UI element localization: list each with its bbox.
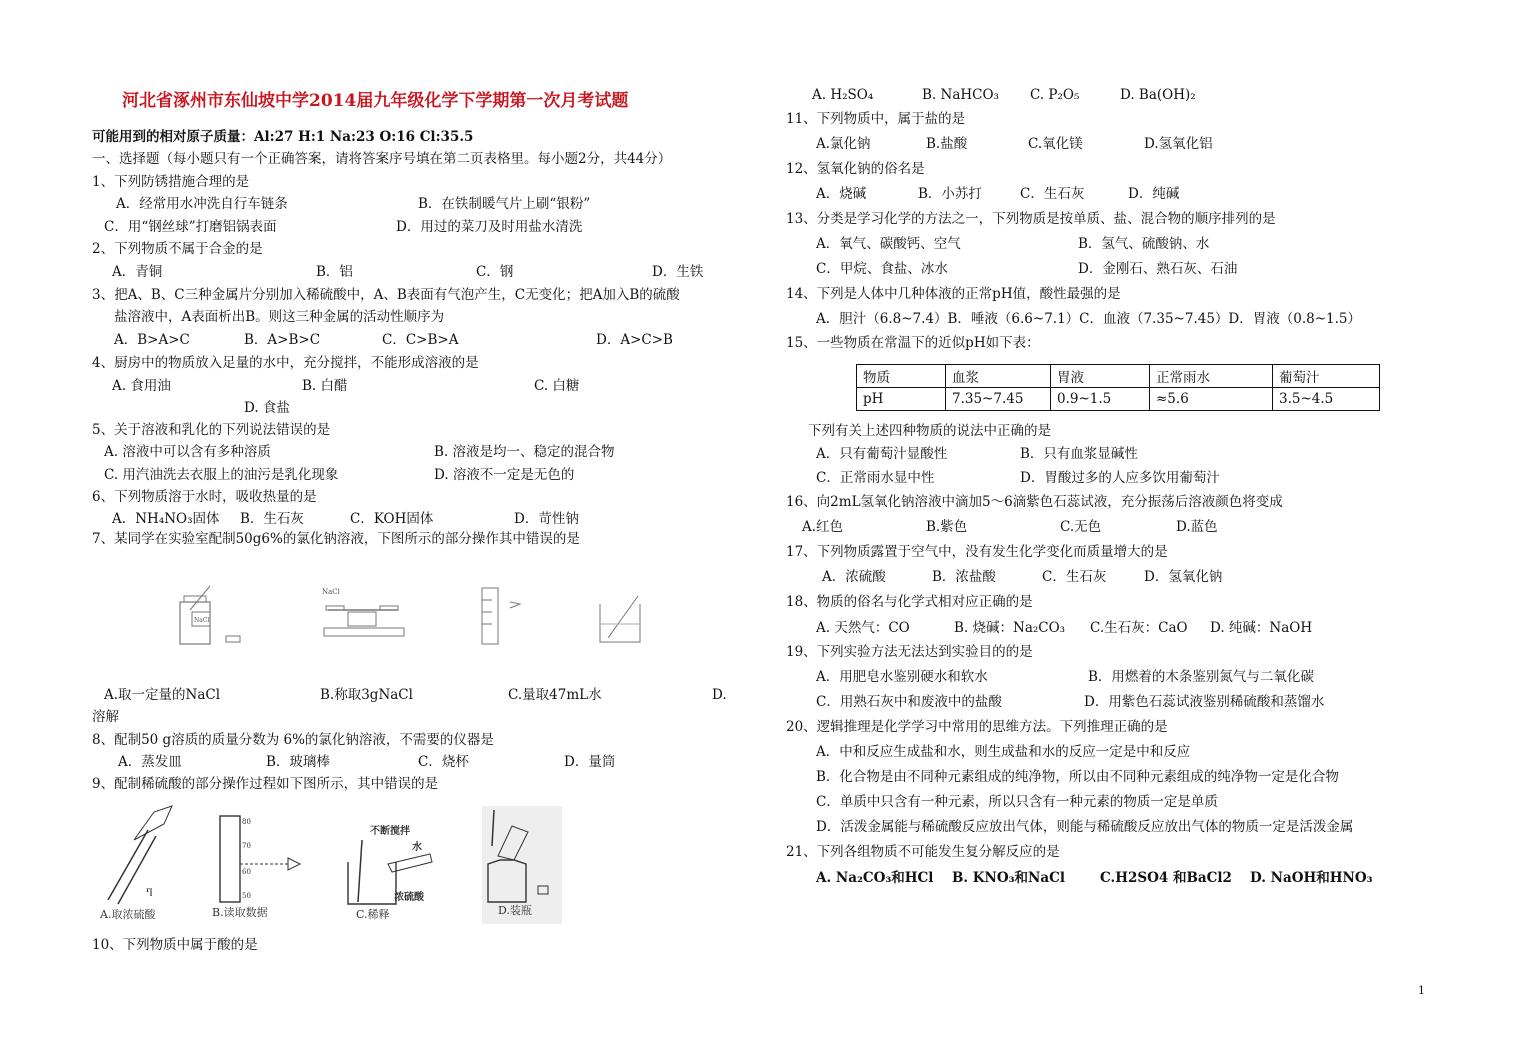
q18-option-c: C.生石灰：CaO bbox=[1090, 620, 1188, 636]
q7-figure-c bbox=[474, 584, 534, 648]
q21-option-b: B. KNO₃和NaCl bbox=[952, 870, 1066, 886]
q20-option-d: D．活泼金属能与稀硫酸反应放出气体，则能与稀硫酸反应放出气体的物质一定是活泼金属 bbox=[816, 819, 1354, 835]
q15-option-d: D．胃酸过多的人应多饮用葡萄汁 bbox=[1020, 470, 1220, 486]
q7-nacl-label-b: NaCl bbox=[322, 588, 340, 596]
q9-label-d: D.装瓶 bbox=[498, 904, 532, 917]
q6-option-a: A．NH₄NO₃固体 bbox=[112, 511, 220, 527]
q4-option-b: B. 白醋 bbox=[302, 378, 348, 394]
q11-option-a: A.氯化钠 bbox=[816, 136, 871, 152]
q16-stem: 16、向2mL氢氧化钠溶液中滴加5～6滴紫色石蕊试液，充分振荡后溶液颜色将变成 bbox=[786, 494, 1283, 510]
q17-option-c: C．生石灰 bbox=[1042, 569, 1107, 585]
q3-stem: 3、把A、B、C三种金属片分别加入稀硫酸中，A、B表面有气泡产生，C无变化；把A加入B的硫酸 bbox=[92, 287, 680, 303]
q16-option-d: D.蓝色 bbox=[1176, 519, 1218, 535]
q8-option-d: D．量筒 bbox=[564, 754, 616, 770]
q11-stem: 11、下列物质中，属于盐的是 bbox=[786, 111, 966, 127]
q8-option-a: A．蒸发皿 bbox=[118, 754, 182, 770]
q21-option-d: D. NaOH和HNO₃ bbox=[1250, 870, 1373, 886]
ph-table bbox=[856, 364, 1380, 411]
q16-option-c: C.无色 bbox=[1060, 519, 1102, 535]
q17-option-d: D．氢氧化钠 bbox=[1144, 569, 1223, 585]
q1-option-c: C．用“钢丝球”打磨铝锅表面 bbox=[104, 219, 277, 235]
q8-option-b: B．玻璃棒 bbox=[266, 754, 330, 770]
q12-option-a: A．烧碱 bbox=[816, 186, 867, 202]
q3-option-d: D．A>C>B bbox=[596, 332, 673, 348]
table-cell: 物质 bbox=[857, 365, 946, 388]
q21-option-c: C.H2SO4 和BaCl2 bbox=[1100, 870, 1232, 886]
q2-stem: 2、下列物质不属于合金的是 bbox=[92, 241, 263, 257]
q2-option-c: C．钢 bbox=[476, 264, 514, 280]
table-row bbox=[857, 365, 1380, 388]
q20-stem: 20、逻辑推理是化学学习中常用的思维方法。下列推理正确的是 bbox=[786, 719, 1168, 735]
q6-stem: 6、下列物质溶于水时，吸收热量的是 bbox=[92, 489, 317, 505]
q17-option-b: B．浓盐酸 bbox=[932, 569, 996, 585]
q9-water-label: 水 bbox=[412, 842, 422, 853]
q13-option-c: C．甲烷、食盐、冰水 bbox=[816, 261, 948, 277]
table-cell: 胃液 bbox=[1051, 365, 1150, 388]
q13-option-d: D．金刚石、熟石灰、石油 bbox=[1078, 261, 1238, 277]
q19-option-c: C．用熟石灰中和废液中的盐酸 bbox=[816, 694, 1002, 710]
q12-option-d: D．纯碱 bbox=[1128, 186, 1180, 202]
q18-stem: 18、物质的俗名与化学式相对应正确的是 bbox=[786, 594, 1033, 610]
q17-stem: 17、下列物质露置于空气中，没有发生化学变化而质量增大的是 bbox=[786, 544, 1168, 560]
q7-figure-b bbox=[318, 584, 418, 644]
q9-tick-50: 50 bbox=[242, 892, 251, 900]
table-cell: pH bbox=[857, 388, 946, 411]
table-cell: 正常雨水 bbox=[1150, 365, 1273, 388]
q8-option-c: C．烧杯 bbox=[418, 754, 469, 770]
q7-option-a: A.取一定量的NaCl bbox=[104, 687, 221, 703]
table-cell: 0.9~1.5 bbox=[1051, 388, 1150, 411]
q20-option-b: B．化合物是由不同种元素组成的纯净物，所以由不同种元素组成的纯净物一定是化合物 bbox=[816, 769, 1339, 785]
q6-option-b: B．生石灰 bbox=[240, 511, 304, 527]
q20-option-a: A．中和反应生成盐和水，则生成盐和水的反应一定是中和反应 bbox=[816, 744, 1191, 760]
q11-option-b: B.盐酸 bbox=[926, 136, 968, 152]
q4-option-a: A. 食用油 bbox=[112, 378, 171, 394]
q9-acid-label: 浓硫酸 bbox=[394, 892, 424, 903]
q9-stir-label: 不断搅拌 bbox=[370, 826, 410, 837]
q1-stem: 1、下列防锈措施合理的是 bbox=[92, 174, 250, 190]
q2-option-b: B．铝 bbox=[316, 264, 353, 280]
q10-option-b: B. NaHCO₃ bbox=[922, 87, 999, 103]
q9-label-c: C.稀释 bbox=[356, 908, 390, 921]
svg-text:Ⴄ: Ⴄ bbox=[146, 889, 153, 899]
q17-option-a: A．浓硫酸 bbox=[822, 569, 886, 585]
table-cell: 3.5~4.5 bbox=[1273, 388, 1380, 411]
q1-option-d: D．用过的菜刀及时用盐水清洗 bbox=[396, 219, 583, 235]
q4-option-c: C. 白糖 bbox=[534, 378, 580, 394]
q10-option-d: D. Ba(OH)₂ bbox=[1120, 87, 1196, 103]
q7-figure-a bbox=[170, 580, 250, 650]
q5-option-d: D. 溶液不一定是无色的 bbox=[434, 467, 575, 483]
q15-stem: 15、一些物质在常温下的近似pH如下表： bbox=[786, 335, 1040, 351]
q9-label-b: B.读取数据 bbox=[212, 906, 268, 919]
table-cell: 葡萄汁 bbox=[1273, 365, 1380, 388]
q3-option-c: C．C>B>A bbox=[382, 332, 459, 348]
q7-stem: 7、某同学在实验室配制50g6%的氯化钠溶液，下图所示的部分操作其中错误的是 bbox=[92, 531, 580, 547]
q9-figure-a bbox=[94, 800, 204, 924]
q7-figure-d bbox=[594, 594, 654, 648]
q14-stem: 14、下列是人体中几种体液的正常pH值，酸性最强的是 bbox=[786, 286, 1121, 302]
q12-stem: 12、氢氧化钠的俗名是 bbox=[786, 161, 925, 177]
q1-option-b: B．在铁制暖气片上刷“银粉” bbox=[418, 196, 591, 212]
q13-option-b: B．氢气、硫酸钠、水 bbox=[1078, 236, 1210, 252]
atomic-masses: 可能用到的相对原子质量：Al:27 H:1 Na:23 O:16 Cl:35.5 bbox=[92, 129, 474, 145]
q9-tick-70: 70 bbox=[242, 842, 251, 850]
q4-option-d: D. 食盐 bbox=[244, 400, 290, 416]
q18-option-a: A. 天然气：CO bbox=[816, 620, 910, 636]
q21-option-a: A. Na₂CO₃和HCl bbox=[816, 870, 934, 886]
q11-option-d: D.氢氧化铝 bbox=[1144, 136, 1213, 152]
q16-option-a: A.红色 bbox=[802, 519, 844, 535]
q1-option-a: A．经常用水冲洗自行车链条 bbox=[116, 196, 288, 212]
table-row bbox=[857, 388, 1380, 411]
q2-option-d: D．生铁 bbox=[652, 264, 704, 280]
q5-option-b: B. 溶液是均一、稳定的混合物 bbox=[434, 444, 615, 460]
q18-option-b: B. 烧碱：Na₂CO₃ bbox=[954, 620, 1066, 636]
exam-title: 河北省涿州市东仙坡中学2014届九年级化学下学期第一次月考试题 bbox=[122, 91, 629, 111]
q13-stem: 13、分类是学习化学的方法之一，下列物质是按单质、盐、混合物的顺序排列的是 bbox=[786, 211, 1276, 227]
q3-option-b: B．A>B>C bbox=[244, 332, 321, 348]
q7-option-d: D. bbox=[712, 687, 727, 703]
q9-tick-80: 80 bbox=[242, 818, 251, 826]
q19-stem: 19、下列实验方法无法达到实验目的的是 bbox=[786, 644, 1033, 660]
q9-figure-d bbox=[482, 806, 562, 924]
q7-nacl-label-a: NaCl bbox=[194, 617, 210, 624]
q12-option-c: C．生石灰 bbox=[1020, 186, 1085, 202]
q6-option-c: C．KOH固体 bbox=[350, 511, 434, 527]
section-heading: 一、选择题（每小题只有一个正确答案，请将答案序号填在第二页表格里。每小题2分，共44分） bbox=[92, 151, 672, 167]
q7-option-c: C.量取47mL水 bbox=[508, 687, 602, 703]
q11-option-c: C.氧化镁 bbox=[1028, 136, 1083, 152]
table-cell: 7.35~7.45 bbox=[946, 388, 1051, 411]
q4-stem: 4、厨房中的物质放入足量的水中，充分搅拌，不能形成溶液的是 bbox=[92, 355, 479, 371]
q15-stem-2: 下列有关上述四种物质的说法中正确的是 bbox=[808, 423, 1051, 439]
q10-stem: 10、下列物质中属于酸的是 bbox=[92, 937, 258, 953]
q15-option-a: A．只有葡萄汁显酸性 bbox=[816, 446, 948, 462]
q10-option-c: C. P₂O₅ bbox=[1030, 87, 1080, 103]
q7-option-b: B.称取3gNaCl bbox=[320, 687, 413, 703]
table-cell: 血浆 bbox=[946, 365, 1051, 388]
q10-option-a: A. H₂SO₄ bbox=[812, 87, 874, 103]
table-cell: ≈5.6 bbox=[1150, 388, 1273, 411]
q20-option-c: C．单质中只含有一种元素，所以只含有一种元素的物质一定是单质 bbox=[816, 794, 1218, 810]
q2-option-a: A．青铜 bbox=[112, 264, 163, 280]
q16-option-b: B.紫色 bbox=[926, 519, 968, 535]
q5-stem: 5、关于溶液和乳化的下列说法错误的是 bbox=[92, 422, 331, 438]
q12-option-b: B．小苏打 bbox=[918, 186, 982, 202]
q8-stem: 8、配制50 g溶质的质量分数为 6%的氯化钠溶液，不需要的仪器是 bbox=[92, 732, 494, 748]
q19-option-a: A．用肥皂水鉴别硬水和软水 bbox=[816, 669, 988, 685]
q14-options: A．胆汁（6.8~7.4）B．唾液（6.6~7.1）C．血液（7.35~7.45）D．胃液（0.8~1.5） bbox=[816, 311, 1362, 327]
q19-option-d: D．用紫色石蕊试液鉴别稀硫酸和蒸馏水 bbox=[1084, 694, 1325, 710]
q5-option-a: A. 溶液中可以含有多种溶质 bbox=[104, 444, 271, 460]
q5-option-c: C. 用汽油洗去衣服上的油污是乳化现象 bbox=[104, 467, 339, 483]
q7-option-d-text: 溶解 bbox=[92, 709, 119, 725]
q9-stem: 9、配制稀硫酸的部分操作过程如下图所示，其中错误的是 bbox=[92, 776, 439, 792]
q9-figure-b bbox=[206, 812, 316, 922]
q6-option-d: D．苛性钠 bbox=[514, 511, 579, 527]
q15-option-b: B．只有血浆显碱性 bbox=[1020, 446, 1138, 462]
page-number: 1 bbox=[1418, 984, 1425, 997]
q3-option-a: A．B>A>C bbox=[114, 332, 190, 348]
q9-tick-60: 60 bbox=[242, 868, 251, 876]
q13-option-a: A．氧气、碳酸钙、空气 bbox=[816, 236, 961, 252]
q18-option-d: D. 纯碱：NaOH bbox=[1210, 620, 1313, 636]
q9-label-a: A.取浓硫酸 bbox=[100, 908, 156, 921]
q15-option-c: C．正常雨水显中性 bbox=[816, 470, 935, 486]
q3-stem-2: 盐溶液中，A表面析出B。则这三种金属的活动性顺序为 bbox=[114, 309, 445, 325]
q21-stem: 21、下列各组物质不可能发生复分解反应的是 bbox=[786, 844, 1060, 860]
q9-figure-c bbox=[340, 820, 450, 924]
q19-option-b: B．用燃着的木条鉴别氮气与二氧化碳 bbox=[1088, 669, 1314, 685]
